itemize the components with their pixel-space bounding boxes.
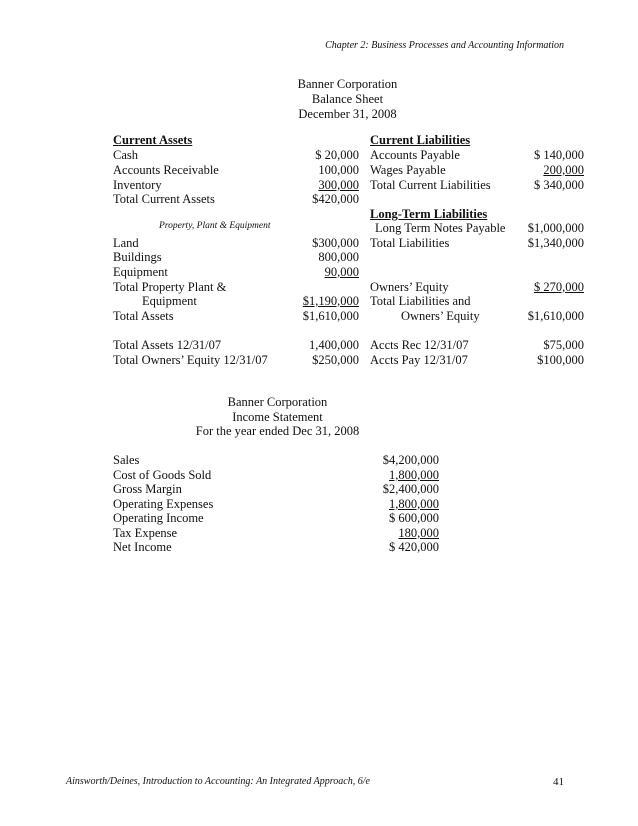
asset-row-label: Cash <box>113 148 138 162</box>
is-row-label: Tax Expense <box>113 526 178 540</box>
prior-value-right: $75,000 <box>543 338 584 352</box>
ppe-row-value: 800,000 <box>318 250 359 264</box>
is-period: For the year ended Dec 31, 2008 <box>195 424 360 438</box>
total-ppe-value: $1,190,000 <box>302 294 359 308</box>
is-company: Banner Corporation <box>227 395 328 409</box>
ppe-title: Property, Plant & Equipment <box>159 221 271 231</box>
asset-row-label: Accounts Receivable <box>113 163 219 177</box>
owners-equity-label: Owners’ Equity <box>370 280 449 294</box>
total-assets-label: Total Assets <box>113 309 174 323</box>
long-term-liabilities-title: Long-Term Liabilities <box>370 207 488 221</box>
prior-label-right: Accts Pay 12/31/07 <box>370 353 468 367</box>
asset-row-value: 300,000 <box>318 178 359 192</box>
liability-row-value: $ 340,000 <box>534 178 584 192</box>
prior-value: 1,400,000 <box>309 338 359 352</box>
asset-row-label: Inventory <box>113 178 162 192</box>
is-row-value: $ 600,000 <box>389 511 439 525</box>
total-ppe-label-cont: Equipment <box>142 294 197 308</box>
ppe-row-label: Buildings <box>113 250 162 264</box>
is-row-value: 1,800,000 <box>389 468 439 482</box>
ppe-row-label: Equipment <box>113 265 168 279</box>
asset-row-label: Total Current Assets <box>113 192 215 206</box>
lt-notes-value: $1,000,000 <box>527 221 584 235</box>
prior-value-right: $100,000 <box>537 353 584 367</box>
is-row-label: Sales <box>113 453 140 467</box>
prior-value: $250,000 <box>312 353 359 367</box>
is-row-label: Cost of Goods Sold <box>113 468 212 482</box>
total-ppe-label: Total Property Plant & <box>113 280 227 294</box>
total-le-label-cont: Owners’ Equity <box>401 309 480 323</box>
page-number: 41 <box>553 776 564 788</box>
is-row-value: $ 420,000 <box>389 540 439 554</box>
current-liabilities-title: Current Liabilities <box>370 133 471 147</box>
prior-label-right: Accts Rec 12/31/07 <box>370 338 469 352</box>
liability-row-value: $ 140,000 <box>534 148 584 162</box>
ppe-row-label: Land <box>113 236 139 250</box>
total-assets-value: $1,610,000 <box>302 309 359 323</box>
ppe-row-value: $300,000 <box>312 236 359 250</box>
bs-date: December 31, 2008 <box>298 107 397 121</box>
liability-row-value: 200,000 <box>543 163 584 177</box>
footer-citation: Ainsworth/Deines, Introduction to Accounting: An Integrated Approach, 6/e <box>66 776 370 787</box>
page-header: Chapter 2: Business Processes and Accounting Information <box>325 40 564 51</box>
liability-row-label: Total Current Liabilities <box>370 178 491 192</box>
is-row-value: $4,200,000 <box>382 453 439 467</box>
is-row-value: 1,800,000 <box>389 497 439 511</box>
total-liabilities-label: Total Liabilities <box>370 236 450 250</box>
prior-label: Total Assets 12/31/07 <box>113 338 222 352</box>
ppe-row-value: 90,000 <box>324 265 359 279</box>
is-row-label: Operating Income <box>113 511 204 525</box>
is-row-value: $2,400,000 <box>382 482 439 496</box>
is-title: Income Statement <box>232 410 323 424</box>
asset-row-value: $ 20,000 <box>315 148 359 162</box>
asset-row-value: 100,000 <box>318 163 359 177</box>
bs-company: Banner Corporation <box>297 77 398 91</box>
owners-equity-value: $ 270,000 <box>534 280 584 294</box>
asset-row-value: $420,000 <box>312 192 359 206</box>
liability-row-label: Accounts Payable <box>370 148 460 162</box>
is-row-label: Operating Expenses <box>113 497 214 511</box>
total-liabilities-value: $1,340,000 <box>527 236 584 250</box>
total-le-label: Total Liabilities and <box>370 294 471 308</box>
bs-title: Balance Sheet <box>311 92 384 106</box>
current-assets-title: Current Assets <box>113 133 193 147</box>
is-row-label: Gross Margin <box>113 482 182 496</box>
prior-label: Total Owners’ Equity 12/31/07 <box>113 353 268 367</box>
liability-row-label: Wages Payable <box>370 163 446 177</box>
is-row-label: Net Income <box>113 540 172 554</box>
total-le-value: $1,610,000 <box>527 309 584 323</box>
is-row-value: 180,000 <box>398 526 439 540</box>
lt-notes-label: Long Term Notes Payable <box>375 221 506 235</box>
